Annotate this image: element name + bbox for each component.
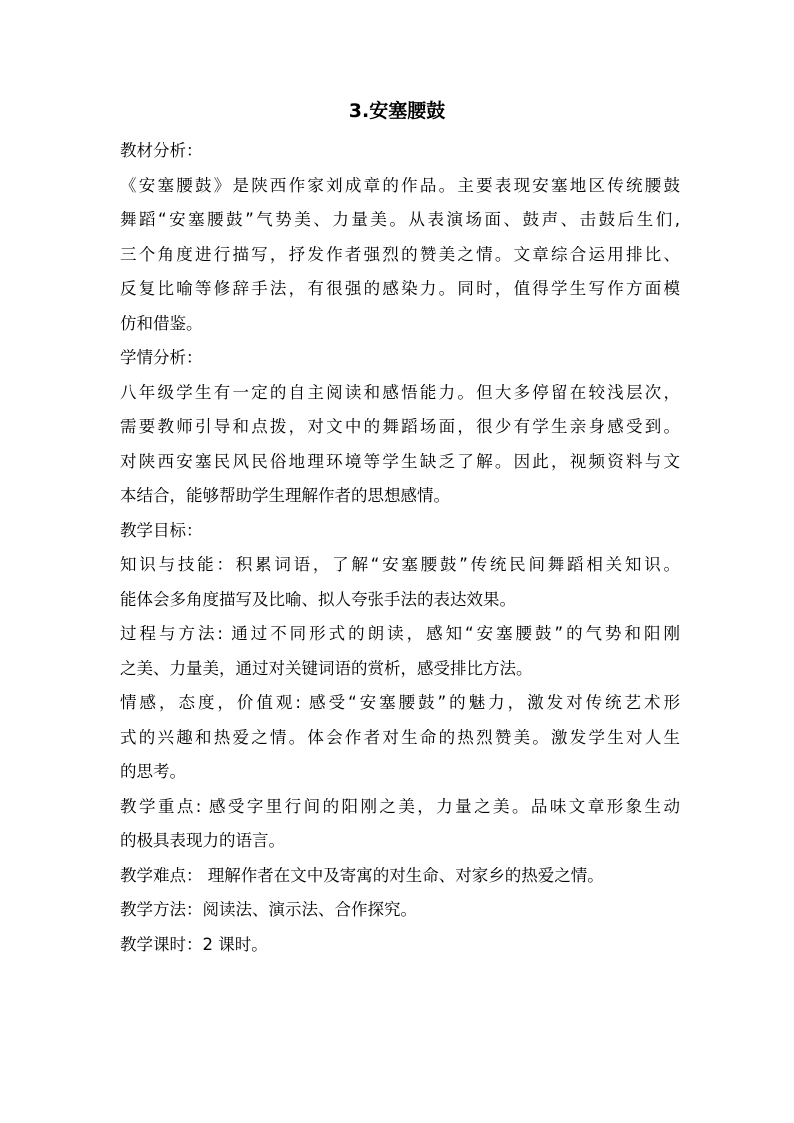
paragraph-line: 舞蹈“安塞腰鼓”气势美、力量美。从表演场面、鼓声、击鼓后生们, (120, 210, 680, 229)
paragraph-line-teaching-methods: 教学方法：阅读法、演示法、合作探究。 (120, 900, 417, 919)
paragraph-line: 本结合，能够帮助学生理解作者的思想感情。 (120, 486, 450, 505)
paragraph-line: 的极具表现力的语言。 (120, 831, 285, 850)
paragraph-line: 对陕西安塞民风民俗地理环境等学生缺乏了解。因此，视频资料与文 (120, 451, 680, 471)
paragraph-line: 三个角度进行描写，抒发作者强烈的赞美之情。文章综合运用排比、 (120, 244, 680, 264)
paragraph-line: 反复比喻等修辞手法，有很强的感染力。同时，值得学生写作方面模 (120, 279, 680, 298)
paragraph-line: 的思考。 (120, 762, 186, 781)
paragraph-line: 需要教师引导和点拨，对文中的舞蹈场面，很少有学生亲身感受到。 (120, 417, 680, 436)
paragraph-line: 八年级学生有一定的自主阅读和感悟能力。但大多停留在较浅层次， (120, 382, 680, 402)
paragraph-line: 之美、力量美，通过对关键词语的赏析，感受排比方法。 (120, 658, 533, 678)
paragraph-line: 式的兴趣和热爱之情。体会作者对生命的热烈赞美。激发学生对人生 (120, 727, 680, 747)
paragraph-line-difficult-points: 教学难点： 理解作者在文中及寄寓的对生命、对家乡的热爱之情。 (120, 865, 604, 885)
paragraph-line-key-points: 教学重点: 感受字里行间的阳刚之美，力量之美。品味文章形象生动 (120, 796, 680, 816)
paragraph-line: 知识与技能：积累词语，了解“安塞腰鼓”传统民间舞蹈相关知识。 (120, 555, 680, 574)
section-heading-textbook-analysis: 教材分析： (120, 141, 203, 160)
paragraph-line: 仿和借鉴。 (120, 313, 203, 333)
document-body (120, 134, 680, 962)
paragraph-line: 情感，态度，价值观: 感受“安塞腰鼓”的魅力，激发对传统艺术形 (120, 693, 680, 712)
section-heading-teaching-objectives: 教学目标： (120, 520, 203, 540)
paragraph-line: 过程与方法: 通过不同形式的朗读，感知“安塞腰鼓”的气势和阳刚 (120, 624, 680, 643)
section-heading-learner-analysis: 学情分析： (120, 348, 203, 367)
paragraph-line: 《安塞腰鼓》是陕西作家刘成章的作品。主要表现安塞地区传统腰鼓 (120, 175, 680, 195)
paragraph-line: 能体会多角度描写及比喻、拟人夸张手法的表达效果。 (120, 589, 516, 609)
paragraph-line-class-hours: 教学课时：2 课时。 (120, 934, 268, 954)
document-title: 3.安塞腰鼓 (348, 100, 446, 122)
